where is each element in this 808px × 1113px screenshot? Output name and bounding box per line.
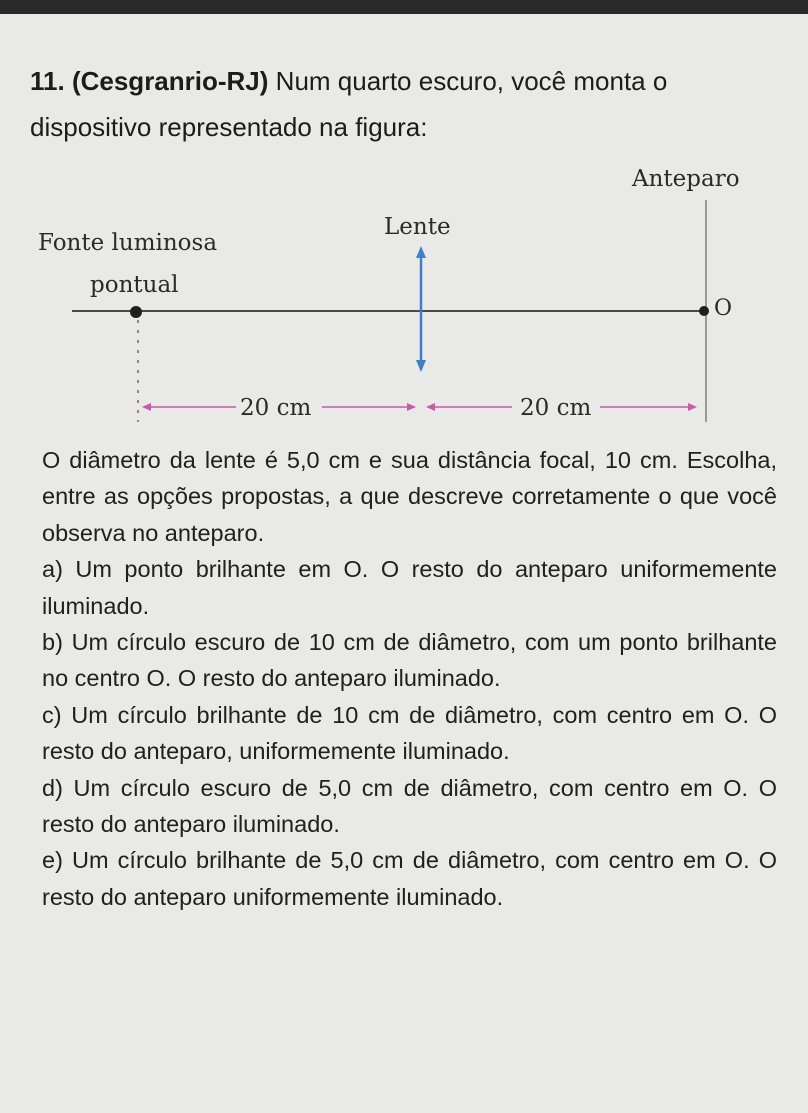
right-distance-label: 20 cm — [520, 395, 592, 421]
question-title — [30, 58, 775, 150]
option-d: d) Um círculo escuro de 5,0 cm de diâmetro, com centro em O. O resto do anteparo iluminado. — [42, 774, 777, 838]
source-label-line1: Fonte luminosa — [38, 230, 218, 256]
left-dim-arrow-right-icon — [407, 403, 416, 411]
top-edge-bar — [0, 0, 808, 14]
point-source-dot — [130, 306, 142, 318]
point-o-dot — [699, 306, 709, 316]
option-c: c) Um círculo brilhante de 10 cm de diâmetro, com centro em O. O resto do anteparo, uniformemente iluminado. — [42, 701, 777, 765]
question-number: 11. — [30, 66, 65, 96]
right-dim-arrow-right-icon — [688, 403, 697, 411]
question-source: (Cesgranrio-RJ) — [71, 66, 269, 96]
option-b: b) Um círculo escuro de 10 cm de diâmetro, com um ponto brilhante no centro O. O resto do anteparo iluminado. — [42, 629, 777, 692]
question-title-text: Num quarto escuro, você monta o dispositivo representado na figura: — [30, 66, 668, 142]
point-o-label: O — [714, 296, 733, 321]
left-dim-arrow-left-icon — [142, 403, 151, 411]
lens-label: Lente — [384, 214, 451, 240]
question-statement: O diâmetro da lente é 5,0 cm e sua distância focal, 10 cm. Escolha, entre as opções propostas, a que descreve corretamente o que você observa no anteparo. — [42, 447, 777, 546]
option-e: e) Um círculo brilhante de 5,0 cm de diâmetro, com centro em O. O resto do anteparo uniformemente iluminado. — [42, 847, 777, 910]
optics-figure — [0, 160, 808, 440]
lens-arrow-down-icon — [416, 360, 426, 372]
lens-arrow-up-icon — [416, 246, 426, 258]
right-dim-arrow-left-icon — [426, 403, 435, 411]
option-a: a) Um ponto brilhante em O. O resto do anteparo uniformemente iluminado. — [42, 556, 777, 619]
source-label-line2: pontual — [90, 272, 179, 298]
question-body — [42, 442, 777, 915]
screen-label: Anteparo — [632, 166, 740, 192]
optics-diagram — [0, 160, 808, 440]
left-distance-label: 20 cm — [240, 395, 312, 421]
